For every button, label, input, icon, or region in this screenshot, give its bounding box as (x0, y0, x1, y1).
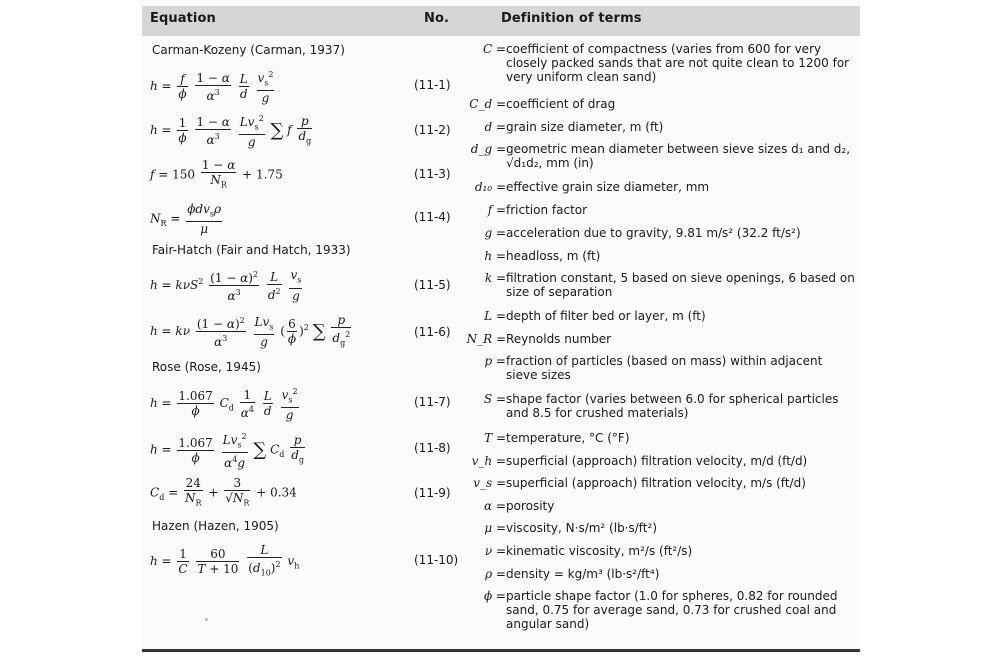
def-symbol: v_s = (473, 476, 506, 490)
eq-number: (11-7) (414, 395, 451, 409)
eq-number: (11-4) (414, 210, 451, 224)
group-rose: Rose (Rose, 1945) (152, 360, 261, 374)
def-text: friction factor (506, 203, 588, 217)
def-text: acceleration due to gravity, 9.81 m/s² (32.2 ft/s²) (506, 226, 801, 240)
equation-11-2: h = $\frac{1}{\phi}$ $\frac{1 - \alpha}{\alpha^3}$ $\frac{Lv_s^2}{g}$ ∑ f $\frac{p}{d_g}$ (150, 113, 312, 150)
def-symbol: N_R = (466, 332, 506, 346)
def-symbol: ϕ = (483, 589, 506, 603)
def-symbol: L = (484, 309, 506, 323)
def-text: superficial (approach) filtration velocity, m/s (ft/d) (506, 476, 806, 490)
def-symbol: d₁₀ = (474, 180, 506, 194)
def-symbol: f = (487, 203, 506, 217)
def-symbol: C_d = (469, 97, 506, 111)
def-symbol: p = (484, 354, 506, 368)
eq-number: (11-10) (414, 553, 459, 567)
eq-number: (11-1) (414, 78, 451, 92)
def-text: effective grain size diameter, mm (506, 180, 710, 194)
def-text: shape factor (varies between 6.0 for spherical particles and 8.5 for crushed materials) (506, 392, 839, 420)
header-equation: Equation (150, 11, 216, 26)
def-text: density = kg/m³ (lb·s²/ft⁴) (506, 567, 660, 581)
group-carman-kozeny: Carman-Kozeny (Carman, 1937) (152, 43, 345, 57)
header-definition: Definition of terms (501, 11, 642, 26)
bottom-rule (142, 649, 860, 652)
equation-11-8: h = $\frac{1.067}{\phi}$ $\frac{Lv_s^2}{\alpha^4g}$ ∑ $C_d$ $\frac{p}{d_g}$ (150, 432, 305, 471)
def-symbol: α = (484, 499, 506, 513)
def-text: coefficient of compactness (varies from 600 for very closely packed sands that are not quite clean to 1200 for very uniform clean sand) (506, 42, 850, 84)
equation-11-5: h = kνS$^2$ $\frac{(1 - \alpha)^2}{\alpha^3}$ $\frac{L}{d^2}$ $\frac{v_s}{g}$ (150, 268, 302, 303)
eq-number: (11-9) (414, 486, 451, 500)
def-symbol: k = (484, 271, 506, 285)
def-text: Reynolds number (506, 332, 612, 346)
def-symbol: S = (483, 392, 506, 406)
def-symbol: d = (484, 120, 506, 134)
equation-11-6: h = kν $\frac{(1 - \alpha)^2}{\alpha^3}$ $\frac{Lv_s}{g}$ ( $\frac{6}{\phi}$ )$^2$ ∑ $\frac{p}{d_g^2}$ (150, 313, 351, 350)
equation-11-9: $C_d$ = $\frac{24}{N_R}$ + $\frac{3}{√N_R}$ + 0.34 (150, 476, 297, 508)
def-text: kinematic viscosity, m²/s (ft²/s) (506, 544, 693, 558)
def-symbol: v_h = (471, 454, 506, 468)
def-text: geometric mean diameter between sieve sizes d₁ and d₂, √d₁d₂, mm (in) (506, 142, 851, 170)
def-symbol: C = (482, 42, 506, 56)
scan-speck (205, 618, 208, 621)
def-text: porosity (506, 499, 555, 513)
def-symbol: ρ = (485, 567, 506, 581)
def-text: grain size diameter, m (ft) (506, 120, 664, 134)
header-number: No. (424, 11, 450, 26)
group-hazen: Hazen (Hazen, 1905) (152, 519, 279, 533)
def-symbol: T = (484, 431, 506, 445)
def-text: coefficient of drag (506, 97, 616, 111)
equation-11-7: h = $\frac{1.067}{\phi}$ $C_d$ $\frac{1}{\alpha^4}$ $\frac{L}{d}$ $\frac{v_s^2}{g}$ (150, 387, 298, 423)
eq-number: (11-5) (414, 278, 451, 292)
eq-number: (11-3) (414, 167, 451, 181)
def-text: fraction of particles (based on mass) within adjacent sieve sizes (506, 354, 823, 382)
def-symbol: g = (484, 226, 506, 240)
equation-11-4: $N_R$ = $\frac{\phi dv_s\rho}{\mu}$ (150, 202, 222, 237)
def-symbol: μ = (484, 521, 506, 535)
equation-11-1: h = $\frac{f}{\phi}$ $\frac{1 - \alpha}{\alpha^3}$ $\frac{L}{d}$ $\frac{v_s^2}{g}$ (150, 70, 274, 106)
eq-number: (11-6) (414, 325, 451, 339)
equation-11-3: f = 150 $\frac{1 - \alpha}{N_R}$ + 1.75 (150, 158, 283, 190)
def-symbol: ν = (484, 544, 506, 558)
def-symbol: h = (484, 249, 506, 263)
equation-11-10: h = $\frac{1}{C}$ $\frac{60}{T + 10}$ $\frac{L}{(d_{10})^2}$ $v_h$ (150, 543, 300, 578)
eq-number: (11-2) (414, 123, 451, 137)
def-text: headloss, m (ft) (506, 249, 601, 263)
def-symbol: d_g = (470, 142, 506, 156)
eq-number: (11-8) (414, 441, 451, 455)
def-text: particle shape factor (1.0 for spheres, 0.82 for rounded sand, 0.75 for average sand, 0.73 for crushed coal and angular sand) (506, 589, 838, 631)
def-text: temperature, °C (°F) (506, 431, 630, 445)
group-fair-hatch: Fair-Hatch (Fair and Hatch, 1933) (152, 243, 351, 257)
def-text: depth of filter bed or layer, m (ft) (506, 309, 706, 323)
def-text: viscosity, N·s/m² (lb·s/ft²) (506, 521, 658, 535)
def-text: filtration constant, 5 based on sieve openings, 6 based on size of separation (506, 271, 855, 299)
def-text: superficial (approach) filtration velocity, m/d (ft/d) (506, 454, 808, 468)
